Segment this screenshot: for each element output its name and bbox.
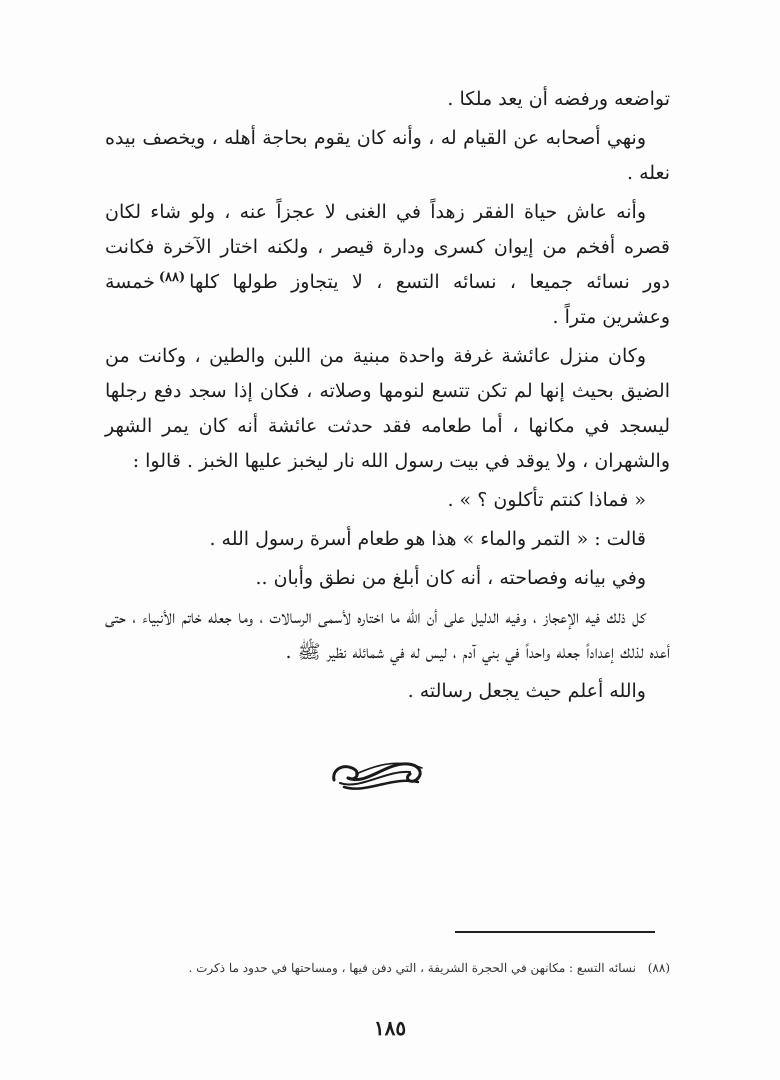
paragraph-3-after-ref: خمسة وعشرين متراً . — [105, 271, 670, 328]
paragraph-2: ونهي أصحابه عن القيام له ، وأنه كان يقوم بحاجة أهله ، ويخصف بيده نعله . — [105, 127, 670, 184]
paragraph-4: وكان منزل عائشة غرفة واحدة مبنية من اللبن والطين ، وكانت من الضيق بحيث إنها لم تكن تتسع لنومها وصلاته ، فكان إذا سجد دفع رجلها ليسجد في مكانها ، أما طعامه فقد حدثت عائشة أنه كان يمر الشهر والشهران ، ولا يوقد في بيت رسول الله نار ليخبز عليها الخبز . قالوا : — [105, 345, 670, 472]
footnote — [105, 958, 670, 978]
paragraph-3 — [105, 195, 670, 335]
paragraph-1: تواضعه ورفضه أن يعد ملكا . — [447, 88, 670, 110]
paragraph-7: وفي بيانه وفصاحته ، أنه كان أبلغ من نطق وأبان .. — [255, 567, 646, 589]
paragraph-6: قالت : « التمر والماء » هذا هو طعام أسرة رسول الله . — [209, 528, 646, 550]
footnote-number: (٨٨) — [647, 961, 670, 975]
paragraph-9: والله أعلم حيث يجعل رسالته . — [407, 680, 646, 702]
decorative-flourish-icon — [326, 752, 430, 796]
footnote-text: نسائه التسع : مكانهن في الحجرة الشريفة ، التي دفن فيها ، ومساحتها في حدود ما ذكرت . — [188, 961, 636, 975]
main-text — [105, 82, 670, 713]
paragraph-5-quote: « فماذا كنتم تأكلون ؟ » . — [447, 489, 646, 511]
footnote-reference[interactable]: (٨٨) — [158, 269, 186, 285]
paragraph-3-before-ref: وأنه عاش حياة الفقر زهداً في الغنى لا عجزاً عنه ، ولو شاء لكان قصره أفخم من إيوان كسرى ودارة قيصر ، ولكنه اختار الآخرة فكانت دور نسائه جميعا ، نسائه التسع ، لا يتجاوز طولها كلها — [105, 201, 670, 293]
paragraph-8: كل ذلك فيه الإعجاز ، وفيه الدليل على أن الله ما اختاره لأسمى الرسالات ، وما جعله خاتم الأنبياء ، حتى أعده لذلك إعداداً جعله واحداً في بني آدم ، ليس له في شمائله نظير ﷺ . — [105, 606, 670, 663]
page-number: ١٨٥ — [373, 1016, 407, 1040]
footnote-divider — [455, 931, 655, 933]
